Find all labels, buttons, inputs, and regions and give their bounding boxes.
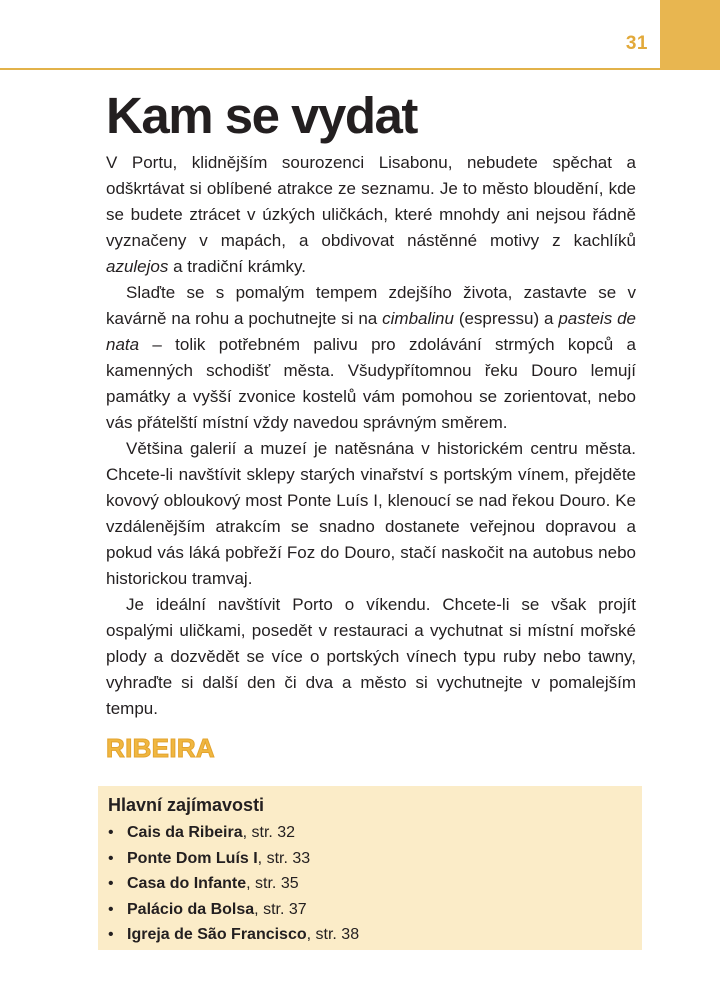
bullet-icon: •	[108, 849, 114, 867]
highlight-name: Palácio da Bolsa	[127, 900, 255, 918]
section-heading: RIBEIRA	[106, 733, 215, 763]
text-run: – tolik potřebném palivu pro zdolávání strmých kopců a kamenných schodišť města. Všudypřítomnou řeku Douro lemují památky a vyšší zvonice kostelů vám pomohou se zorientovat, nebo vás přátelští místní vždy navedou správným směrem.	[106, 335, 636, 432]
paragraph-2	[106, 280, 636, 436]
header-rule	[0, 68, 660, 70]
text-run: V Portu, klidnějším sourozenci Lisabonu, nebudete spěchat a odškrtávat si oblíbené atrakce ze seznamu. Je to město bloudění, kde se budete ztrácet v úzkých uličkách, které mnohdy ani nejsou řádně vyznačeny v mapách, a obdivovat nástěnné motivy z kachlíků	[106, 153, 636, 250]
highlights-list	[108, 820, 632, 948]
bullet-icon: •	[108, 926, 114, 943]
paragraph-3	[106, 436, 636, 592]
bullet-icon: •	[108, 875, 114, 892]
italic-term: cimbalinu	[382, 309, 454, 328]
text-run: a tradiční krámky.	[168, 257, 306, 276]
page-reference: , str. 37	[254, 900, 307, 918]
body-text	[106, 150, 636, 722]
page-tab-accent	[660, 0, 720, 70]
page-reference: , str. 32	[242, 824, 296, 841]
highlight-name: Cais da Ribeira	[127, 824, 243, 841]
highlights-title: Hlavní zajímavosti	[108, 795, 265, 815]
list-item	[108, 820, 632, 846]
page-reference: , str. 38	[306, 926, 360, 943]
paragraph-4	[106, 592, 636, 722]
list-item	[108, 897, 632, 923]
page-number: 31	[625, 33, 648, 54]
text-run: Většina galerií a muzeí je natěsnána v historickém centru města. Chcete-li navštívit sklepy starých vinařství s portským vínem, přejděte kovový obloukový most Ponte Luís I, klenoucí se nad řekou Douro. Ke vzdálenějším atrakcím se snadno dostanete veřejnou dopravou a pokud vás láká pobřeží Foz do Douro, stačí naskočit na autobus nebo historickou tramvaj.	[106, 439, 636, 588]
bullet-icon: •	[108, 900, 114, 918]
page-title: Kam se vydat	[106, 87, 417, 144]
list-item	[108, 871, 632, 897]
paragraph-1	[106, 150, 636, 280]
text-run: Slaďte se s pomalým tempem zdejšího života, zastavte se v kavárně na rohu a pochutnejte si na	[106, 283, 636, 328]
highlight-name: Ponte Dom Luís I	[127, 849, 258, 867]
highlights-box	[98, 786, 642, 950]
highlight-name: Igreja de São Francisco	[127, 926, 307, 943]
italic-term: pasteis de nata	[106, 309, 636, 354]
text-run: Je ideální navštívit Porto o víkendu. Chcete-li se však projít ospalými uličkami, posedět v restauraci a vychutnat si místní mořské plody a dozvědět se více o portských vínech typu ruby nebo tawny, vyhraďte si další den či dva a město si vychutnejte v pomalejším tempu.	[106, 595, 636, 718]
bullet-icon: •	[108, 824, 114, 841]
list-item	[108, 846, 632, 872]
page-reference: , str. 33	[257, 849, 311, 867]
highlight-name: Casa do Infante	[127, 875, 247, 892]
text-run: (espressu) a	[453, 309, 559, 328]
page-reference: , str. 35	[246, 875, 299, 892]
list-item	[108, 922, 632, 948]
italic-term: azulejos	[106, 257, 169, 276]
